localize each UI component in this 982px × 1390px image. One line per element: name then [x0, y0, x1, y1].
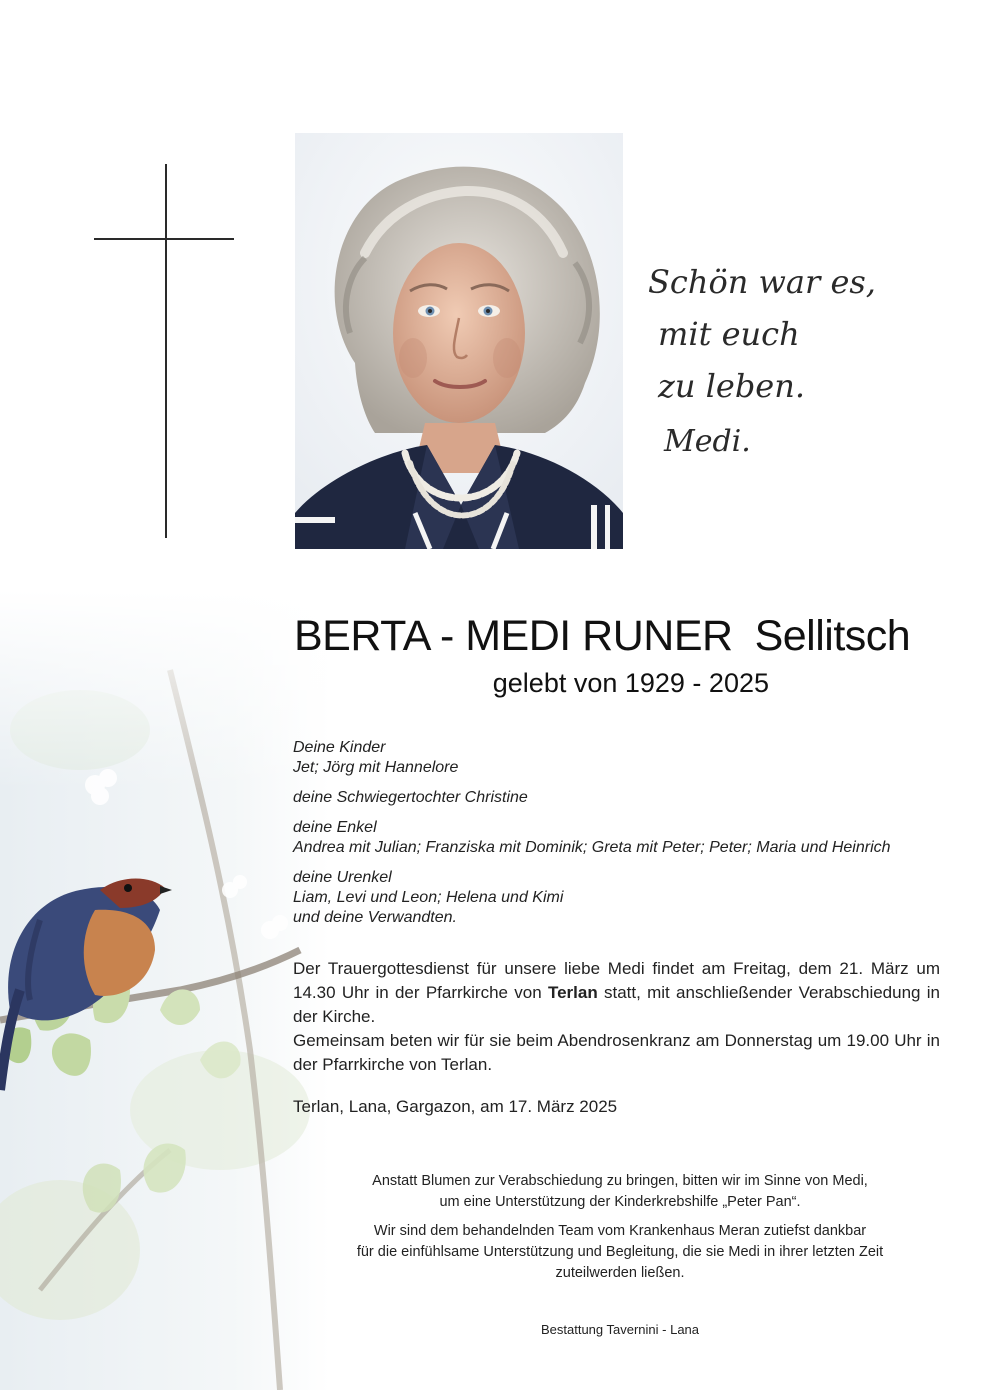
portrait-photo [295, 133, 623, 549]
mourner-line: deine Urenkel [293, 869, 392, 886]
handwriting-line-4: Medi. [664, 424, 751, 459]
cross-horizontal-bar [94, 238, 234, 240]
note-line: Anstatt Blumen zur Verabschiedung zu bringen, bitten wir im Sinne von Medi, [372, 1173, 868, 1189]
mourner-line: Jet; Jörg mit Hannelore [293, 759, 459, 776]
mourner-line: Andrea mit Julian; Franziska mit Dominik; Greta mit Peter; Peter; Maria und Heinrich [293, 839, 891, 856]
note-line: um eine Unterstützung der Kinderkrebshilfe „Peter Pan“. [439, 1194, 801, 1210]
service-text: statt, mit anschließender Verabschiedung in der Kirche. [293, 983, 940, 1026]
place-and-date: Terlan, Lana, Gargazon, am 17. März 2025 [293, 1097, 618, 1116]
handwritten-note [640, 255, 900, 475]
deceased-name [294, 612, 954, 661]
mourner-group-great-grandchildren [293, 868, 953, 928]
mourner-group-grandchildren [293, 818, 953, 858]
cross-vertical-bar [165, 164, 167, 538]
handwriting-line-3: zu leben. [658, 367, 806, 405]
thanks-note [300, 1221, 940, 1284]
handwriting-line-1: Schön war es, [648, 263, 876, 301]
service-announcement [293, 957, 940, 1077]
donation-request [300, 1171, 940, 1213]
bird-branch-illustration [0, 590, 330, 1390]
bird-branch-decoration [0, 590, 330, 1390]
mourner-line: deine Enkel [293, 819, 377, 836]
mourner-line: deine Schwiegertochter Christine [293, 789, 528, 806]
lifespan: gelebt von 1929 - 2025 [492, 668, 769, 698]
funeral-service-paragraph [293, 957, 940, 1029]
portrait-illustration [295, 133, 623, 549]
rosary-paragraph: Gemeinsam beten wir für sie beim Abendrosenkranz am Donnerstag um 19.00 Uhr in der Pfarrkirche von Terlan. [293, 1031, 940, 1074]
undertaker: Bestattung Tavernini - Lana [540, 1322, 700, 1337]
mourners-list [293, 738, 953, 938]
note-line: Wir sind dem behandelnden Team vom Krankenhaus Meran zutiefst dankbar [373, 1223, 867, 1239]
deceased-maiden-name: Sellitsch [754, 612, 911, 660]
closing-notes [300, 1171, 940, 1292]
mourner-group-children [293, 738, 953, 778]
mourner-line: Liam, Levi und Leon; Helena und Kimi [293, 889, 564, 906]
handwritten-note-drawing [640, 255, 900, 475]
mourner-group-daughter-in-law [293, 788, 953, 808]
handwriting-line-2: mit euch [658, 315, 800, 353]
note-line: zuteilwerden ließen. [555, 1265, 685, 1281]
service-location-bold: Terlan [547, 983, 598, 1002]
note-line: für die einfühlsame Unterstützung und Begleitung, die sie Medi in ihrer letzten Zeit [356, 1244, 884, 1260]
deceased-first-names: BERTA - MEDI RUNER [294, 612, 733, 660]
service-text: Der Trauergottesdienst für unsere liebe Medi findet am Freitag, dem 21. März um 14.30 Uhr in der Pfarrkirche von [293, 959, 940, 1002]
mourner-line: Deine Kinder [293, 739, 386, 756]
mourner-line: und deine Verwandten. [293, 909, 457, 926]
